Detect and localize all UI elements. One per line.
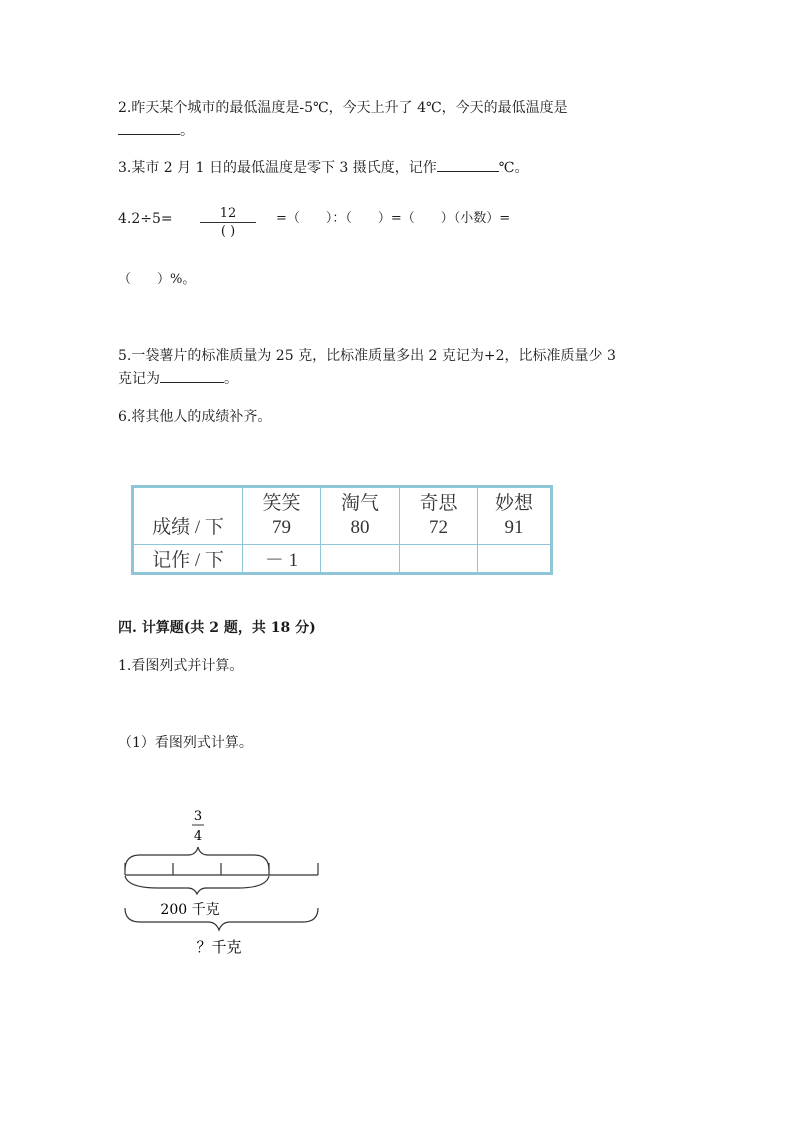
record-cell-blank[interactable] [400, 545, 478, 574]
score-value: 72 [429, 517, 448, 538]
answer-blank[interactable] [118, 121, 180, 135]
inner-brace-icon [125, 876, 269, 894]
question-4-line2: （ ）%。 [118, 272, 196, 287]
record-cell: － 1 [243, 545, 321, 574]
fraction-numerator: 12 [219, 206, 237, 221]
question-5-line2: 克记为 。 [118, 371, 238, 387]
question-3: 3.某市 2 月 1 日的最低温度是零下 3 摄氏度，记作 ℃。 [118, 160, 529, 176]
fraction-denominator[interactable]: ( ) [220, 224, 236, 239]
table-cell [478, 487, 552, 545]
row-label-record: 记作 / 下 [133, 545, 243, 574]
score-table [131, 485, 553, 575]
question-4-rest: =（ ）：（ ）=（ ）（小数）= [276, 211, 511, 226]
table-row [133, 487, 552, 545]
fraction-numerator: 3 [193, 809, 203, 824]
student-name: 淘气 [340, 493, 379, 514]
known-amount-label: 200 千克 [160, 902, 220, 918]
question-4-prefix: 4.2÷5= [118, 211, 173, 227]
answer-blank[interactable] [437, 158, 499, 172]
student-name: 奇思 [419, 493, 458, 514]
outer-brace-icon [125, 908, 318, 930]
record-cell-blank[interactable] [321, 545, 400, 574]
student-name: 妙想 [494, 493, 533, 514]
fraction-bar [200, 222, 256, 223]
score-value: 79 [272, 517, 291, 538]
fraction-denominator: 4 [193, 829, 203, 844]
question-2: 2.昨天某个城市的最低温度是-5℃，今天上升了 4℃，今天的最低温度是 [118, 100, 568, 116]
question-2-answer-line: 。 [118, 121, 194, 140]
answer-blank[interactable] [160, 369, 224, 383]
question-6: 6.将其他人的成绩补齐。 [118, 409, 272, 425]
table-row [133, 545, 552, 574]
top-brace-icon [125, 847, 269, 870]
unknown-amount-label: ？千克 [196, 938, 242, 956]
record-cell-blank[interactable] [478, 545, 552, 574]
score-value: 91 [504, 517, 524, 538]
table-cell [243, 487, 321, 545]
diagram-svg [118, 800, 338, 960]
score-value: 80 [350, 517, 370, 538]
row-label-score: 成绩 / 下 [133, 487, 243, 545]
question-5: 5.一袋薯片的标准质量为 25 克，比标准质量多出 2 克记为+2，比标准质量少 3 [118, 348, 616, 364]
question-4-fraction [200, 206, 256, 239]
table-cell [400, 487, 478, 545]
line-diagram [118, 800, 338, 964]
table-cell [321, 487, 400, 545]
calc-sub-question: （1）看图列式计算。 [118, 735, 253, 751]
calc-question-1: 1.看图列式并计算。 [118, 658, 244, 674]
student-name: 笑笑 [262, 493, 301, 514]
section-title: 四. 计算题(共 2 题，共 18 分) [118, 620, 316, 636]
